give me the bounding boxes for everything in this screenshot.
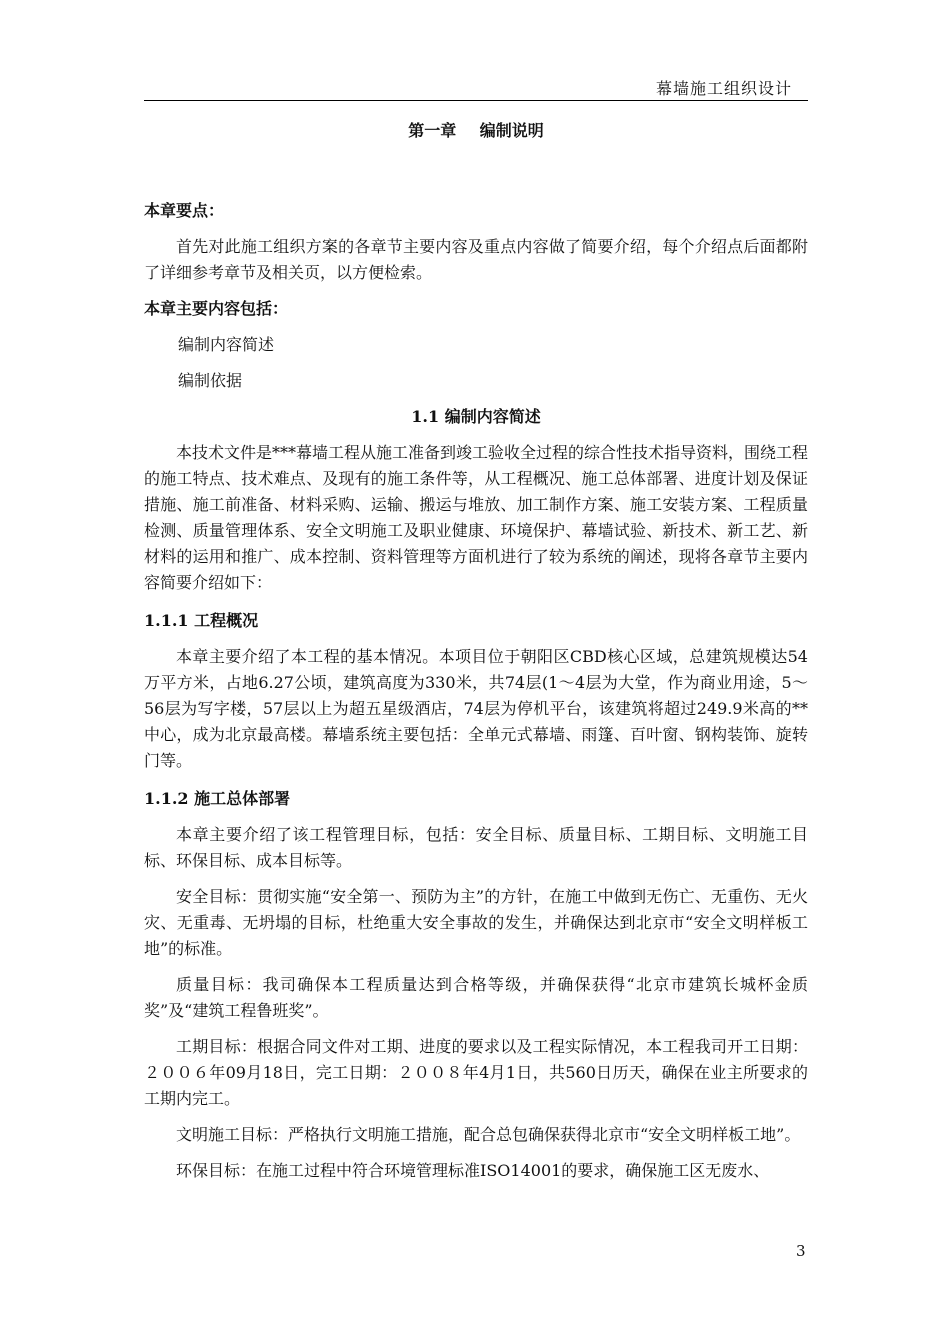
body-content bbox=[144, 198, 808, 1184]
contents-item: 编制依据 bbox=[178, 371, 243, 390]
section-1-1-text: 本技术文件是***幕墙工程从施工准备到竣工验收全过程的综合性技术指导资料，围绕工程的施工特点、技术难点、及现有的施工条件等，从工程概况、施工总体部署、进度计划及保证措施、施工前准备、材料采购、运输、搬运与堆放、加工制作方案、施工安装方案、工程质量检测、质量管理体系、安全文明施工及职业健康、环境保护、幕墙试验、新技术、新工艺、新材料的运用和推广、成本控制、资料管理等方面机进行了较为系统的阐述，现将各章节主要内容简要介绍如下： bbox=[144, 443, 809, 592]
contents-heading: 本章主要内容包括： bbox=[144, 299, 289, 318]
page-number: 3 bbox=[796, 1242, 806, 1260]
safety-goal-paragraph: 安全目标：贯彻实施“安全第一、预防为主”的方针，在施工中做到无伤亡、无重伤、无火灾、无重毒、无坍塌的目标，杜绝重大安全事故的发生，并确保达到北京市“安全文明样板工地”的标准。 bbox=[144, 887, 808, 958]
schedule-goal-paragraph: 工期目标：根据合同文件对工期、进度的要求以及工程实际情况，本工程我司开工日期：２００６年09月18日，完工日期：２００８年4月1日，共560日历天，确保在业主所要求的工期内完工。 bbox=[144, 1037, 808, 1108]
summary-text: 首先对此施工组织方案的各章节主要内容及重点内容做了简要介绍，每个介绍点后面都附了详细参考章节及相关页，以方便检索。 bbox=[144, 237, 808, 282]
header-divider bbox=[144, 100, 808, 101]
contents-item: 编制内容简述 bbox=[178, 335, 275, 354]
section-title-1-1-1: 1.1.1 工程概况 bbox=[144, 611, 259, 630]
environment-goal-paragraph: 环保目标：在施工过程中符合环境管理标准ISO14001的要求，确保施工区无废水、 bbox=[176, 1161, 770, 1180]
chapter-title: 第一章 编制说明 bbox=[408, 121, 544, 140]
section-title-1-1-2: 1.1.2 施工总体部署 bbox=[144, 789, 291, 808]
civilized-construction-paragraph: 文明施工目标：严格执行文明施工措施，配合总包确保获得北京市“安全文明样板工地”。 bbox=[176, 1125, 801, 1144]
summary-heading: 本章要点： bbox=[144, 201, 225, 220]
section-1-1-1-text: 本章主要介绍了本工程的基本情况。本项目位于朝阳区CBD核心区域，总建筑规模达54万平方米，占地6.27公顷，建筑高度为330米，共74层(1～4层为大堂，作为商业用途，5～56层为写字楼，57层以上为超五星级酒店，74层为停机平台，该建筑将超过249.9米高的**中心，成为北京最高楼。幕墙系统主要包括：全单元式幕墙、雨篷、百叶窗、钢构装饰、旋转门等。 bbox=[144, 647, 808, 770]
running-header: 幕墙施工组织设计 bbox=[655, 79, 792, 98]
section-title-1-1: 1.1 编制内容简述 bbox=[411, 407, 541, 426]
quality-goal-paragraph: 质量目标：我司确保本工程质量达到合格等级，并确保获得“北京市建筑长城杯金质奖”及“建筑工程鲁班奖”。 bbox=[144, 975, 808, 1020]
overview-paragraph: 本章主要介绍了该工程管理目标，包括：安全目标、质量目标、工期目标、文明施工目标、环保目标、成本目标等。 bbox=[144, 825, 808, 870]
